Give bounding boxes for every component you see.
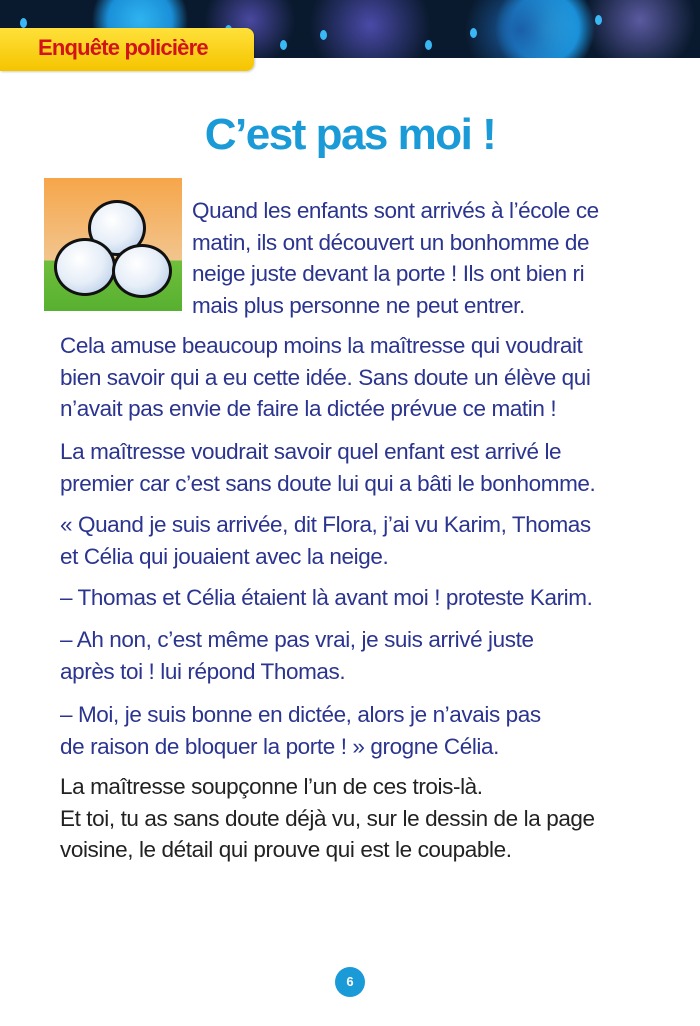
- text-line: – Moi, je suis bonne en dictée, alors je n’avais pas: [60, 702, 541, 727]
- text-line: mais plus personne ne peut entrer.: [192, 292, 525, 318]
- text-line: matin, ils ont découvert un bonhomme de: [192, 229, 590, 255]
- text-line: voisine, le détail qui prouve qui est le coupable.: [60, 837, 512, 862]
- footprint-icon: [595, 15, 602, 25]
- text-line: premier car c’est sans doute lui qui a bâti le bonhomme.: [60, 470, 596, 496]
- text-line: après toi ! lui répond Thomas.: [60, 658, 346, 684]
- footprint-icon: [470, 28, 477, 38]
- text-line: Cela amuse beaucoup moins la maîtresse qui voudrait: [60, 333, 583, 358]
- dialogue-thomas: [60, 624, 534, 687]
- footprint-icon: [425, 40, 432, 50]
- snowballs-illustration: [44, 178, 182, 311]
- dialogue-flora: [60, 509, 591, 572]
- text-line: « Quand je suis arrivée, dit Flora, j’ai vu Karim, Thomas: [60, 512, 591, 537]
- text-line: Et toi, tu as sans doute déjà vu, sur le dessin de la page: [60, 805, 595, 831]
- text-line: bien savoir qui a eu cette idée. Sans doute un élève qui: [60, 364, 591, 390]
- text-line: La maîtresse soupçonne l’un de ces trois-là.: [60, 774, 483, 799]
- paragraph: [60, 436, 595, 499]
- paragraph-intro: [192, 195, 599, 321]
- dialogue-celia: [60, 699, 541, 762]
- page-title: C’est pas moi !: [204, 110, 496, 159]
- section-label: Enquête policière: [38, 35, 208, 60]
- footprint-icon: [280, 40, 287, 50]
- paragraph: [60, 330, 591, 425]
- text-line: neige juste devant la porte ! Ils ont bien ri: [192, 261, 585, 286]
- text-line: et Célia qui jouaient avec la neige.: [60, 543, 389, 569]
- section-tab: [0, 28, 254, 71]
- dialogue-karim: [60, 582, 592, 614]
- text-line: La maîtresse voudrait savoir quel enfant est arrivé le: [60, 439, 562, 464]
- text-line: de raison de bloquer la porte ! » grogne Célia.: [60, 733, 500, 759]
- page-number: 6: [335, 967, 365, 997]
- text-line: – Thomas et Célia étaient là avant moi ! proteste Karim.: [60, 585, 593, 610]
- text-line: – Ah non, c’est même pas vrai, je suis arrivé juste: [60, 627, 534, 652]
- text-line: Quand les enfants sont arrivés à l’école ce: [192, 198, 599, 223]
- footprint-icon: [320, 30, 327, 40]
- text-line: n’avait pas envie de faire la dictée prévue ce matin !: [60, 396, 557, 421]
- paragraph-question: [60, 771, 595, 866]
- footprint-icon: [20, 18, 27, 28]
